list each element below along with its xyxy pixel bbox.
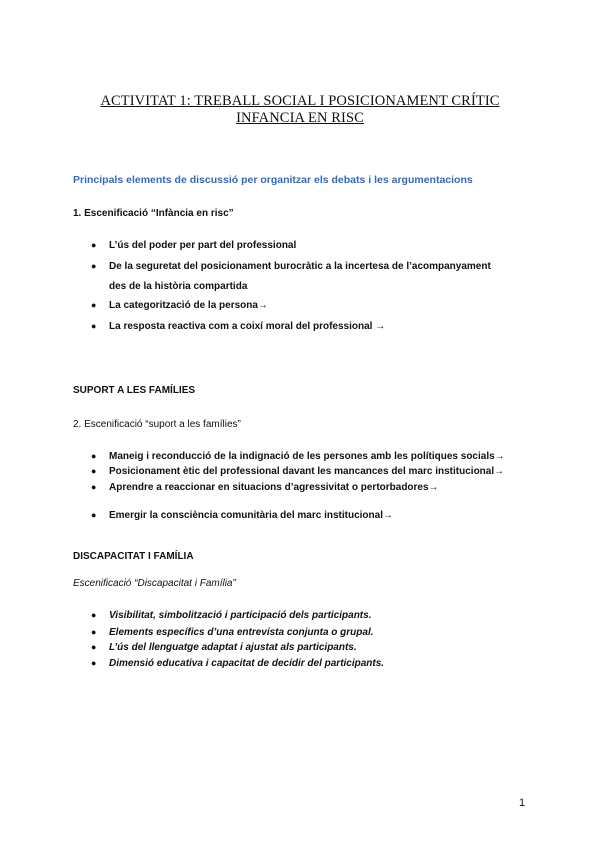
bullet-icon: ● xyxy=(91,261,97,271)
list-item-text: La resposta reactiva com a coixí moral del professional → xyxy=(109,321,386,332)
list-item-text: L’ús del poder per part del professional xyxy=(109,240,297,251)
subheading: Principals elements de discussió per organitzar els debats i les argumentacions xyxy=(73,174,473,186)
list-item-text: Posicionament ètic del professional davant les mancances del marc institucional→ xyxy=(109,466,505,477)
list-item-text: des de la història compartida xyxy=(109,281,248,292)
document-title-line-2: INFANCIA EN RISC xyxy=(236,110,364,126)
bullet-icon: ● xyxy=(91,610,97,620)
section1-heading xyxy=(73,208,234,219)
bullet-icon: ● xyxy=(91,482,97,492)
list-item-text: Aprendre a reaccionar en situacions d’agressivitat o pertorbadores→ xyxy=(109,482,439,493)
bullet-icon: ● xyxy=(91,466,97,476)
bullet-icon: ● xyxy=(91,627,97,637)
list-item-text: Maneig i reconducció de la indignació de les persones amb les polítiques socials→ xyxy=(109,451,505,462)
document-title-line-1: ACTIVITAT 1: TREBALL SOCIAL I POSICIONAMENT CRÍTIC xyxy=(100,93,500,109)
section1-heading-number: 1. xyxy=(73,208,82,219)
list-item-text: Emergir la consciència comunitària del marc institucional→ xyxy=(109,510,393,521)
list-item-text: L’ús del llenguatge adaptat i ajustat als participants. xyxy=(109,642,357,653)
bullet-icon: ● xyxy=(91,451,97,461)
list-item-text: La categorització de la persona→ xyxy=(109,300,268,311)
bullet-icon: ● xyxy=(91,510,97,520)
list-item-text: De la seguretat del posicionament burocràtic a la incertesa de l’acompanyament xyxy=(109,261,491,272)
bullet-icon: ● xyxy=(91,642,97,652)
section2-heading: 2. Escenificació “suport a les famílies” xyxy=(73,419,241,430)
section3-title: DISCAPACITAT I FAMÍLIA xyxy=(73,551,194,562)
bullet-icon: ● xyxy=(91,300,97,310)
section3-heading: Escenificació “Discapacitat i Família” xyxy=(73,578,236,589)
page-number: 1 xyxy=(519,797,526,809)
bullet-icon: ● xyxy=(91,658,97,668)
bullet-icon: ● xyxy=(91,321,97,331)
bullet-icon: ● xyxy=(91,240,97,250)
section2-title: SUPORT A LES FAMÍLIES xyxy=(73,385,196,396)
list-item-text: Elements específics d’una entrevista conjunta o grupal. xyxy=(109,627,374,638)
list-item-text: Visibilitat, simbolització i participació dels participants. xyxy=(109,610,372,621)
section1-heading-text: Escenificació “Infància en risc” xyxy=(84,208,234,219)
list-item-text: Dimensió educativa i capacitat de decidir del participants. xyxy=(109,658,385,669)
